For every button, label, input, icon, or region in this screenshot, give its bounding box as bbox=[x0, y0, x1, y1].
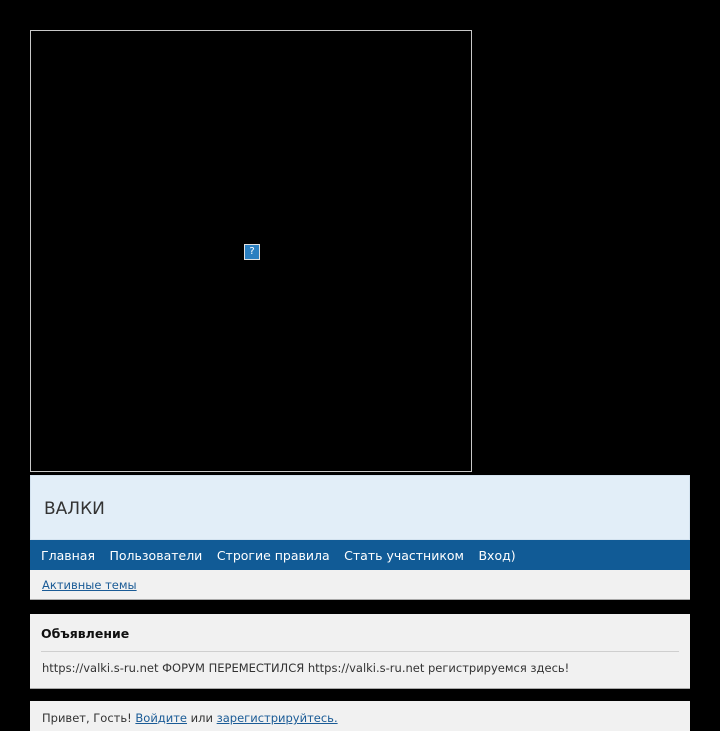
welcome-greeting: Привет, Гость! bbox=[42, 711, 132, 725]
nav-users[interactable]: Пользователи bbox=[109, 547, 203, 563]
announcement-text: https://valki.s-ru.net ФОРУМ ПЕРЕМЕСТИЛСЯ https://valki.s-ru.net регистрируемся здесь! bbox=[42, 661, 570, 675]
sub-navigation bbox=[30, 570, 690, 600]
announcement-title: Объявление bbox=[41, 626, 130, 641]
board-title: ВАЛКИ bbox=[44, 499, 105, 519]
nav-home[interactable]: Главная bbox=[41, 547, 95, 563]
nav-login[interactable]: Вход) bbox=[478, 547, 516, 563]
active-topics-link[interactable]: Активные темы bbox=[42, 577, 137, 592]
announcement-box bbox=[30, 614, 690, 689]
register-link[interactable]: зарегистрируйтесь. bbox=[216, 711, 338, 725]
forum-header bbox=[30, 475, 690, 600]
welcome-bar bbox=[30, 701, 690, 731]
missing-plugin-icon[interactable]: ? bbox=[244, 244, 260, 260]
embedded-media-frame[interactable] bbox=[30, 30, 472, 472]
board-title-bar bbox=[30, 475, 690, 540]
nav-rules[interactable]: Строгие правила bbox=[216, 547, 330, 563]
welcome-or: или bbox=[190, 711, 213, 725]
main-navigation bbox=[30, 540, 690, 570]
login-link[interactable]: Войдите bbox=[135, 711, 188, 725]
announcement-divider bbox=[41, 651, 679, 652]
nav-register[interactable]: Стать участником bbox=[344, 547, 464, 563]
